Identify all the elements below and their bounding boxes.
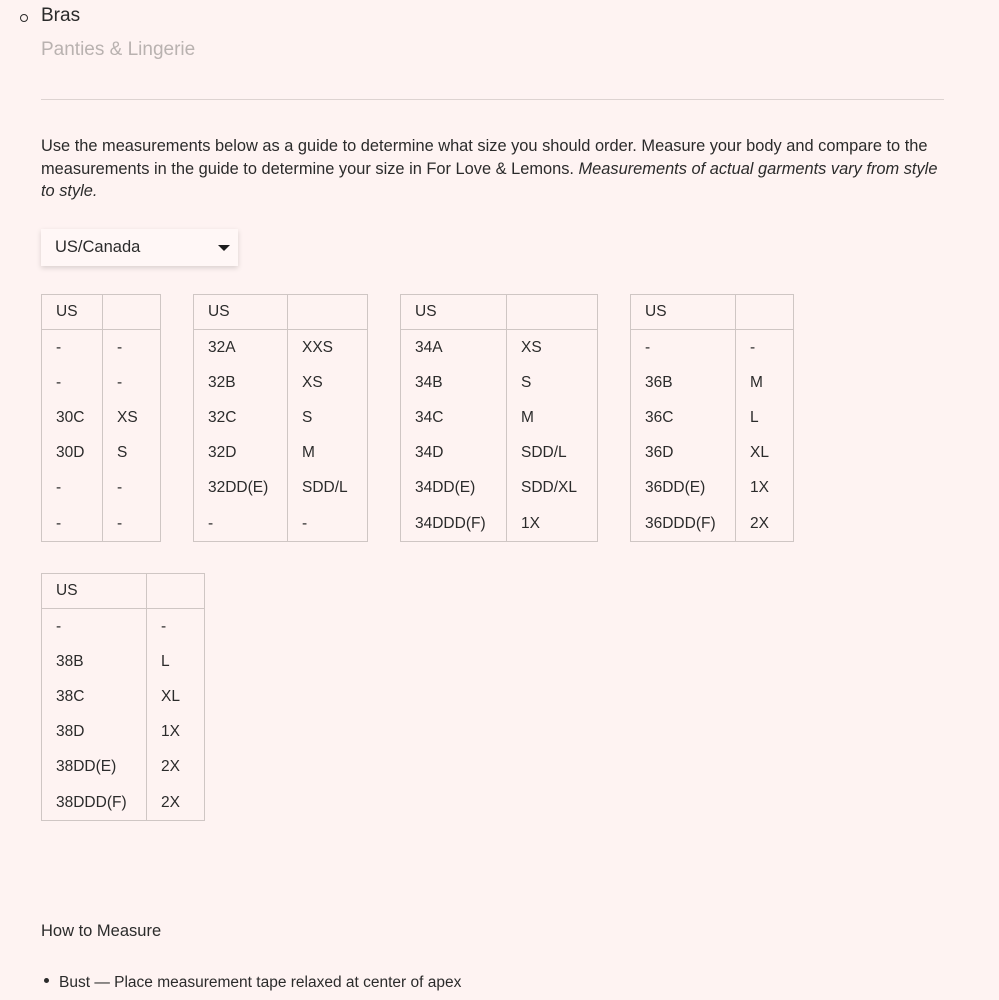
- fll-size-cell: -: [103, 471, 161, 506]
- fll-size-cell: L: [147, 644, 205, 679]
- fll-size-cell: M: [507, 400, 598, 435]
- us-size-cell: -: [42, 506, 103, 542]
- size-table-36: [630, 294, 794, 542]
- us-size-cell: 32DD(E): [194, 471, 288, 506]
- table-header-size: [288, 295, 368, 330]
- us-size-cell: 34DDD(F): [401, 506, 507, 542]
- table-row: [42, 609, 205, 645]
- us-size-cell: 32C: [194, 400, 288, 435]
- size-table-34: [400, 294, 598, 542]
- fll-size-cell: XL: [736, 436, 794, 471]
- table-row: [631, 365, 794, 400]
- table-row: [401, 436, 598, 471]
- region-select-value: US/Canada: [55, 238, 141, 256]
- region-select[interactable]: [41, 229, 238, 266]
- fll-size-cell: -: [736, 330, 794, 366]
- fll-size-cell: 1X: [736, 471, 794, 506]
- table-row: [631, 330, 794, 366]
- fll-size-cell: 2X: [147, 750, 205, 785]
- intro-text: Use the measurements below as a guide to determine what size you should order. Measure your body and compare to the measurements in the guide to determine your size in For Love & Lemons.: [41, 137, 928, 178]
- table-row: [194, 436, 368, 471]
- measure-item-text: Bust — Place measurement tape relaxed at center of apex: [59, 974, 462, 991]
- us-size-cell: 36B: [631, 365, 736, 400]
- table-row: [42, 365, 161, 400]
- active-tab-bullet-icon: [20, 14, 28, 22]
- us-size-cell: 36C: [631, 400, 736, 435]
- fll-size-cell: S: [103, 436, 161, 471]
- table-row: [42, 679, 205, 714]
- us-size-cell: -: [194, 506, 288, 542]
- table-header-us: US: [631, 295, 736, 330]
- us-size-cell: 38DD(E): [42, 750, 147, 785]
- table-row: [401, 330, 598, 366]
- table-row: [194, 330, 368, 366]
- size-table-32: [193, 294, 368, 542]
- us-size-cell: 38DDD(F): [42, 785, 147, 821]
- us-size-cell: 38D: [42, 715, 147, 750]
- us-size-cell: -: [42, 330, 103, 366]
- table-header-us: US: [194, 295, 288, 330]
- fll-size-cell: XS: [103, 400, 161, 435]
- us-size-cell: 34C: [401, 400, 507, 435]
- divider: [41, 99, 944, 100]
- table-row: [42, 436, 161, 471]
- table-row: [631, 400, 794, 435]
- us-size-cell: 34DD(E): [401, 471, 507, 506]
- table-header-size: [507, 295, 598, 330]
- fll-size-cell: XS: [507, 330, 598, 366]
- table-header-size: [103, 295, 161, 330]
- table-row: [42, 506, 161, 542]
- table-header-us: US: [42, 574, 147, 609]
- us-size-cell: -: [42, 365, 103, 400]
- us-size-cell: 30C: [42, 400, 103, 435]
- fll-size-cell: SDD/L: [507, 436, 598, 471]
- table-row: [631, 471, 794, 506]
- intro-italic-note: Measurements of actual garments vary from style to style.: [41, 159, 938, 200]
- table-row: [401, 400, 598, 435]
- us-size-cell: 30D: [42, 436, 103, 471]
- fll-size-cell: SDD/XL: [507, 471, 598, 506]
- us-size-cell: 32D: [194, 436, 288, 471]
- size-table-38: [41, 573, 205, 821]
- us-size-cell: 32A: [194, 330, 288, 366]
- table-row: [194, 400, 368, 435]
- fll-size-cell: -: [147, 609, 205, 645]
- bullet-icon: [44, 978, 49, 983]
- us-size-cell: 34B: [401, 365, 507, 400]
- table-row: [194, 506, 368, 542]
- caret-down-icon: [218, 245, 230, 251]
- fll-size-cell: M: [288, 436, 368, 471]
- table-row: [401, 471, 598, 506]
- us-size-cell: 38C: [42, 679, 147, 714]
- measure-list: [44, 974, 461, 992]
- table-row: [194, 365, 368, 400]
- us-size-cell: 36D: [631, 436, 736, 471]
- us-size-cell: -: [42, 471, 103, 506]
- table-header-size: [736, 295, 794, 330]
- table-row: [42, 644, 205, 679]
- list-item: [44, 974, 461, 992]
- table-row: [42, 715, 205, 750]
- tab-panties-lingerie[interactable]: Panties & Lingerie: [41, 39, 196, 60]
- table-row: [401, 365, 598, 400]
- fll-size-cell: XXS: [288, 330, 368, 366]
- how-to-measure-heading: How to Measure: [41, 922, 162, 940]
- us-size-cell: 36DD(E): [631, 471, 736, 506]
- fll-size-cell: L: [736, 400, 794, 435]
- table-row: [42, 471, 161, 506]
- size-table-30: [41, 294, 161, 542]
- intro-paragraph: [41, 135, 951, 203]
- fll-size-cell: 2X: [147, 785, 205, 821]
- us-size-cell: 32B: [194, 365, 288, 400]
- table-row: [194, 471, 368, 506]
- fll-size-cell: XL: [147, 679, 205, 714]
- table-row: [42, 330, 161, 366]
- fll-size-cell: 1X: [507, 506, 598, 542]
- table-row: [42, 785, 205, 821]
- table-row: [42, 750, 205, 785]
- fll-size-cell: M: [736, 365, 794, 400]
- table-row: [631, 506, 794, 542]
- table-row: [401, 506, 598, 542]
- fll-size-cell: -: [103, 506, 161, 542]
- tab-bras[interactable]: Bras: [41, 5, 81, 26]
- fll-size-cell: S: [288, 400, 368, 435]
- fll-size-cell: 1X: [147, 715, 205, 750]
- us-size-cell: -: [42, 609, 147, 645]
- fll-size-cell: -: [103, 365, 161, 400]
- us-size-cell: 34D: [401, 436, 507, 471]
- fll-size-cell: -: [288, 506, 368, 542]
- us-size-cell: 34A: [401, 330, 507, 366]
- table-row: [631, 436, 794, 471]
- table-header-size: [147, 574, 205, 609]
- us-size-cell: 36DDD(F): [631, 506, 736, 542]
- fll-size-cell: S: [507, 365, 598, 400]
- table-row: [42, 400, 161, 435]
- us-size-cell: -: [631, 330, 736, 366]
- fll-size-cell: 2X: [736, 506, 794, 542]
- table-header-us: US: [401, 295, 507, 330]
- fll-size-cell: -: [103, 330, 161, 366]
- table-header-us: US: [42, 295, 103, 330]
- fll-size-cell: XS: [288, 365, 368, 400]
- us-size-cell: 38B: [42, 644, 147, 679]
- fll-size-cell: SDD/L: [288, 471, 368, 506]
